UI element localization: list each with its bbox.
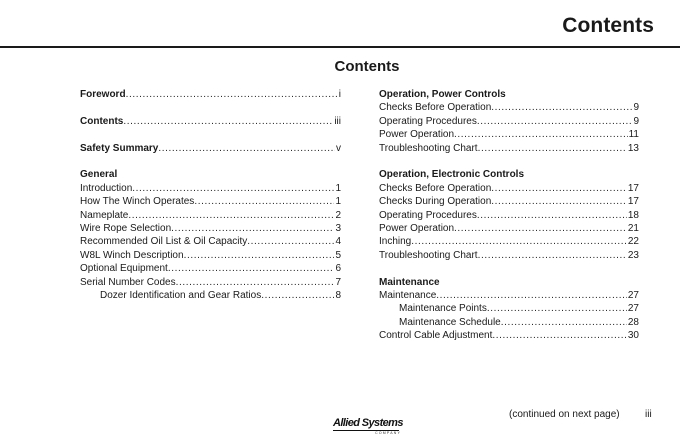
toc-entry-page: 21 (627, 223, 639, 235)
toc-entry-label: Troubleshooting Chart (379, 142, 478, 154)
dot-leader (454, 222, 627, 235)
dot-leader (491, 195, 627, 208)
toc-entry-label: Checks During Operation (379, 196, 492, 208)
toc-entry-page: 8 (335, 290, 341, 302)
toc-entry-label: Power Operation (379, 129, 455, 141)
dot-leader (487, 302, 627, 315)
dot-leader (176, 276, 335, 289)
toc-entry-label: Recommended Oil List & Oil Capacity (80, 236, 248, 248)
toc-entry-page: iii (334, 115, 341, 127)
toc-entry-page: v (336, 142, 341, 154)
dot-leader (132, 182, 334, 195)
page-number: iii (645, 409, 652, 420)
toc-entry-label: Checks Before Operation (379, 102, 492, 114)
dot-leader (158, 142, 335, 155)
toc-entry-page: 27 (627, 303, 639, 315)
toc-entry-label: Foreword (80, 89, 126, 100)
toc-entry-page: 28 (627, 316, 639, 328)
toc-entry-label: Wire Rope Selection (80, 223, 172, 235)
toc-entry[interactable] (379, 249, 639, 262)
toc-left-column (80, 88, 341, 302)
toc-entry[interactable] (379, 115, 639, 128)
toc-entry-label: Power Operation (379, 223, 455, 235)
toc-entry-label: Inching (379, 236, 412, 248)
section-heading-electronic-controls: Operation, Electronic Controls (379, 169, 525, 181)
toc-entry[interactable] (379, 302, 639, 315)
dot-leader (477, 115, 633, 128)
toc-entry-page: 22 (627, 236, 639, 248)
dot-leader (168, 262, 335, 275)
toc-entry-page: 5 (335, 249, 341, 261)
toc-right-column (379, 88, 639, 343)
toc-entry[interactable] (80, 262, 341, 275)
dot-leader (261, 289, 334, 302)
header-title: Contents (562, 14, 654, 37)
toc-entry[interactable] (379, 142, 639, 155)
toc-entry-label: Checks Before Operation (379, 182, 492, 194)
toc-entry-page: 3 (335, 223, 341, 235)
toc-entry[interactable] (80, 209, 341, 222)
toc-entry-label: Safety Summary (80, 142, 159, 154)
toc-entry-contents[interactable] (80, 115, 341, 128)
dot-leader (436, 289, 627, 302)
toc-entry-label: W8L Winch Description (80, 249, 184, 261)
toc-entry[interactable] (80, 289, 341, 302)
toc-entry[interactable] (80, 276, 341, 289)
dot-leader (478, 142, 627, 155)
toc-entry[interactable] (379, 235, 639, 248)
toc-entry-label: Maintenance Points (399, 303, 487, 315)
toc-entry-page: 1 (335, 196, 341, 208)
toc-entry-page: 18 (627, 209, 639, 221)
toc-entry[interactable] (379, 195, 639, 208)
toc-entry-page: 6 (335, 263, 341, 275)
toc-entry[interactable] (379, 289, 639, 302)
allied-systems-logo (333, 418, 403, 434)
continued-note: (continued on next page) (509, 409, 620, 420)
dot-leader (128, 209, 334, 222)
toc-entry-page: 2 (335, 209, 341, 221)
toc-entry[interactable] (379, 101, 639, 114)
dot-leader (184, 249, 335, 262)
dot-leader (491, 182, 627, 195)
toc-entry-page: 17 (627, 182, 639, 194)
toc-entry-page: 23 (627, 249, 639, 261)
toc-entry[interactable] (379, 222, 639, 235)
dot-leader (478, 249, 627, 262)
logo-subtext: COMPANY (375, 431, 401, 435)
dot-leader (126, 88, 338, 101)
toc-entry[interactable] (379, 209, 639, 222)
dot-leader (123, 115, 333, 128)
toc-entry-page: 30 (627, 330, 639, 342)
section-heading-maintenance: Maintenance (379, 276, 440, 288)
toc-entry-label: Troubleshooting Chart (379, 249, 478, 261)
toc-entry-label: Nameplate (80, 209, 129, 221)
toc-entry-page: 13 (627, 142, 639, 154)
section-heading-power-controls: Operation, Power Controls (379, 89, 506, 100)
header-rule (0, 46, 680, 48)
toc-entry-page: 17 (627, 196, 639, 208)
toc-entry-label: Maintenance Schedule (399, 316, 501, 328)
dot-leader (501, 316, 627, 329)
logo-text: Allied Systems (333, 417, 403, 429)
toc-entry-label: Serial Number Codes (80, 276, 176, 288)
toc-entry-foreword[interactable] (80, 88, 341, 101)
toc-entry-safety-summary[interactable] (80, 142, 341, 155)
toc-entry-page: 9 (633, 102, 639, 114)
toc-entry-page: 9 (633, 115, 639, 127)
toc-entry-label: Operating Procedures (379, 209, 477, 221)
dot-leader (454, 128, 628, 141)
dot-leader (491, 101, 632, 114)
toc-entry[interactable] (379, 329, 639, 342)
toc-entry-page: i (338, 89, 341, 100)
dot-leader (492, 329, 626, 342)
toc-entry-label: Control Cable Adjustment (379, 330, 493, 342)
toc-entry-page: 1 (335, 182, 341, 194)
dot-leader (194, 195, 334, 208)
dot-leader (171, 222, 334, 235)
toc-entry[interactable] (80, 235, 341, 248)
toc-entry[interactable] (80, 222, 341, 235)
toc-entry-label: Introduction (80, 182, 133, 194)
toc-entry-label: How The Winch Operates (80, 196, 195, 208)
toc-entry-label: Operating Procedures (379, 115, 477, 127)
toc-entry-label: Optional Equipment (80, 263, 168, 275)
dot-leader (247, 235, 334, 248)
toc-entry-label: Contents (80, 115, 124, 127)
toc-entry-page: 4 (335, 236, 341, 248)
toc-entry[interactable] (80, 195, 341, 208)
page-title: Contents (334, 58, 400, 75)
toc-entry[interactable] (379, 316, 639, 329)
toc-entry-label: Maintenance (379, 290, 437, 302)
toc-entry[interactable] (379, 128, 639, 141)
toc-entry[interactable] (80, 249, 341, 262)
toc-entry-page: 27 (627, 290, 639, 302)
toc-entry[interactable] (379, 182, 639, 195)
toc-entry[interactable] (80, 182, 341, 195)
dot-leader (411, 235, 627, 248)
section-heading-general: General (80, 169, 118, 181)
toc-entry-page: 7 (335, 276, 341, 288)
toc-entry-label: Dozer Identification and Gear Ratios (100, 290, 262, 302)
toc-entry-page: 11 (628, 129, 639, 141)
dot-leader (477, 209, 627, 222)
